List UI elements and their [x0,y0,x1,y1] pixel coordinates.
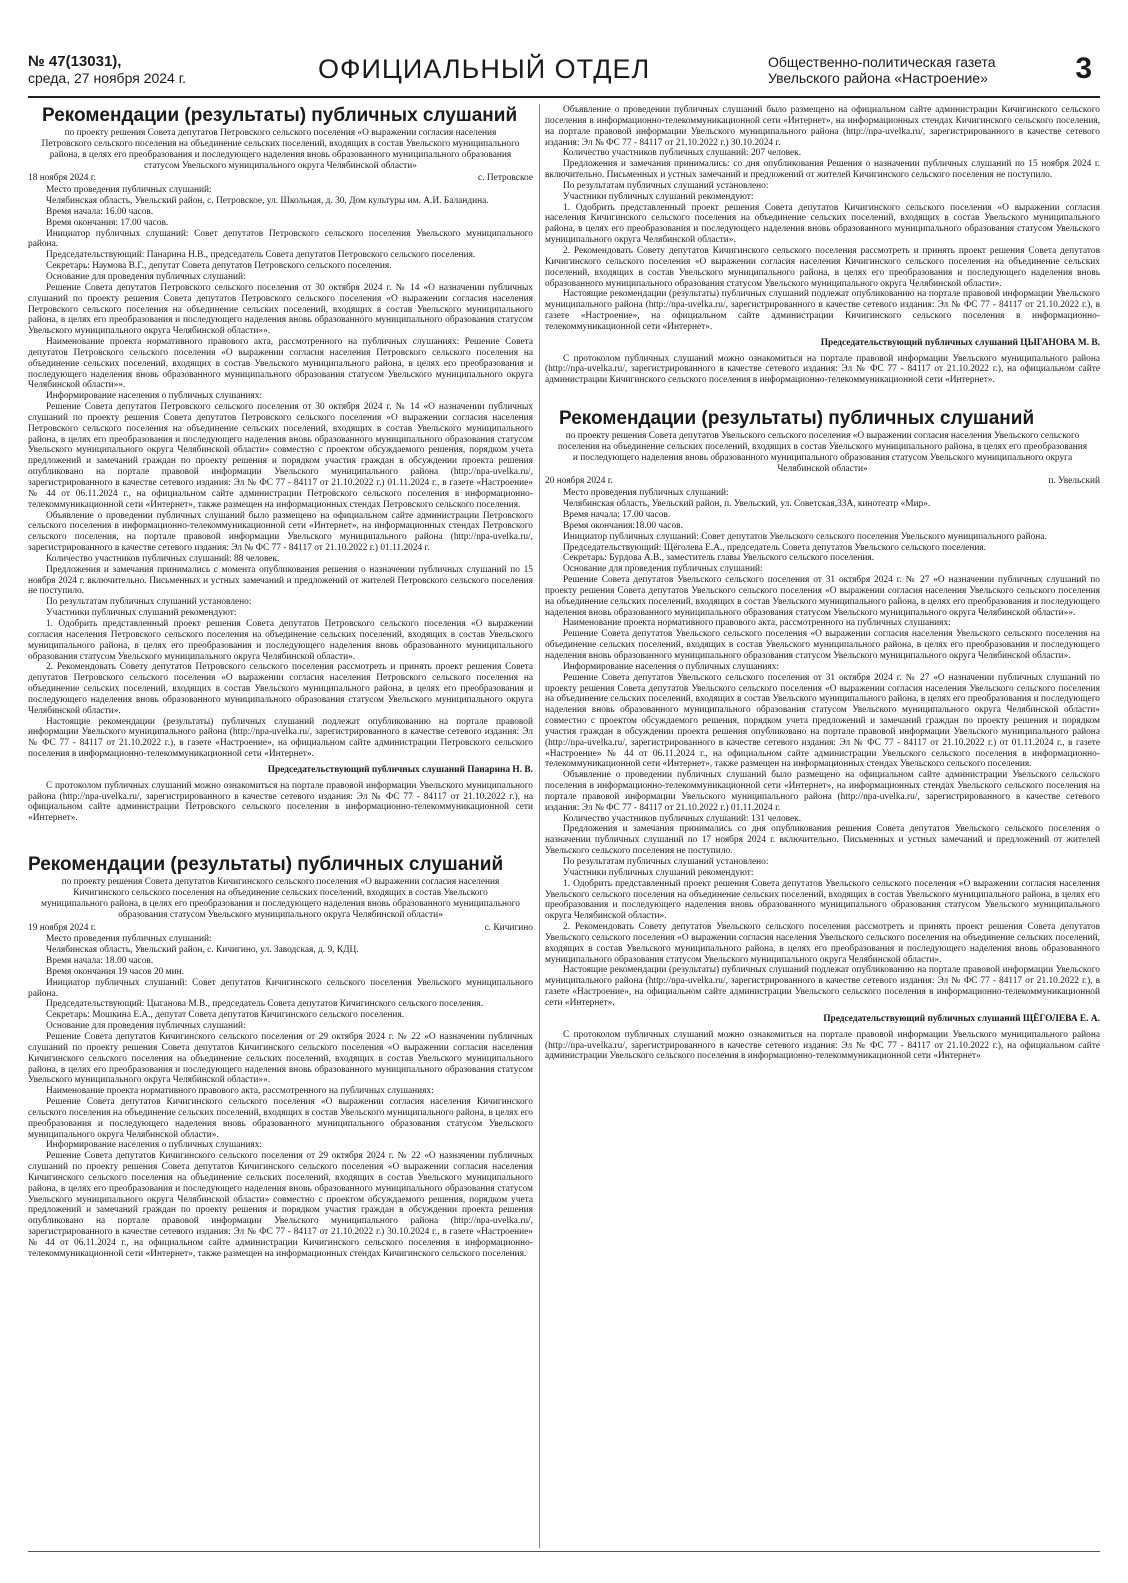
article-signature: Председательствующий публичных слушаний ЩЁГОЛЕВА Е. А. [823,1013,1100,1024]
paragraph: Решение Совета депутатов Увельского сельского поселения от 31 октября 2024 г. № 27 «О назначении публичных слушаний по проекту решения Совета депутатов Увельского сельского поселения «О выражении согласия населения Увельского сельского поселения на объединение сельских поселений, входящих в состав Увельского муниципального района, в целях его преобразования и последующего наделения вновь образованного муниципального образования статусом Увельского муниципального округа Челябинской области»». [545,575,1100,618]
paragraph: Основание для проведения публичных слушаний: [46,1021,246,1032]
paragraph: Инициатор публичных слушаний: Совет депутатов Кичигинского сельского поселения Увельского муниципального района. [28,977,533,999]
paragraph: Количество участников публичных слушаний: 131 человек. [563,813,802,824]
paragraph: Решение Совета депутатов Увельского сельского поселения от 31 октября 2024 г. № 27 «О назначении публичных слушаний по проекту решения Совета депутатов Увельского сельского поселения «О выражении согласия населения Увельского сельского поселения на объединение сельских поселений, входящих в состав Увельского муниципального района, в целях его преобразования и последующего наделения вновь образованного муниципального образования статусом Увельского муниципального округа Челябинской области» совместно с проектом обсуждаемого решения, порядком учета предложений и замечаний граждан по проекту решения и порядком участия граждан в обсуждении проекта решения опубликовано на портале правовой информации Увельского муниципального района (http://npa-uvelka.ru/, зарегистрированного в качестве сетевого издания: Эл № ФС 77 - 84117 от 21.10.2022 г.) от 01.11.2024 г., в газете «Настроение» № 44 от 06.11.2024 г., на официальном сайте администрации Увельского сельского поселения в информационно-телекоммуникационной сети «Интернет», также размещен на информационных стендах Увельского сельского поселения. [545,672,1100,770]
issue-date: среда, 27 ноября 2024 г. [28,70,186,86]
paragraph: Решение Совета депутатов Петровского сельского поселения от 30 октября 2024 г. № 14 «О назначении публичных слушаний по проекту решения Совета депутатов Петровского сельского поселения «О выражении согласия населения Петровского сельского поселения на объединение сельских поселений, входящих в состав Увельского муниципального района, в целях его преобразования и последующего наделения вновь образованного муниципального образования статусом Увельского муниципального округа Челябинской области» совместно с проектом обсуждаемого решения, порядком учета предложений и замечаний граждан по проекту решения и порядком участия граждан в обсуждении проекта решения опубликовано на портале правовой информации Увельского муниципального района (http://npa-uvelka.ru/, зарегистрированного в качестве сетевого издания: Эл № ФС 77 - 84117 от 21.10.2022 г.) 01.11.2024 г., в газете «Настроение» № 44 от 06.11.2024 г., на официальном сайте администрации Петровского сельского поселения в информационно-телекоммуникационной сети «Интернет», также размещен на информационных стендах Петровского сельского поселения. [28,402,533,510]
article-title: Рекомендации (результаты) публичных слушаний [42,105,518,126]
newspaper-name [768,54,996,86]
article-subtitle: по проекту решения Совета депутатов Петровского сельского поселения «О выражении согласия населения Петровского сельского поселения на объединение сельских поселений, входящих в состав Увельского муниципального района, в целях его преобразования и последующего наделения вновь образованного муниципального образования статусом Увельского муниципального округа Челябинской области» [41,128,520,171]
paragraph: Секретарь: Мошкина Е.А., депутат Совета депутатов Кичигинского сельского поселения. [46,1010,405,1021]
paragraph: Предложения и замечания принимались: со дня опубликования Решения о назначении публичных слушаний по 15 ноября 2024 г. включительно. Письменных и устных замечаний и предложений от жителей Кичигинского сельского поселения не поступило. [545,159,1100,181]
paragraph: Председательствующий: Панарина Н.В., председатель Совета депутатов Петровского сельского поселения. [46,250,476,261]
paragraph: Секретарь: Наумова В.Г., депутат Совета депутатов Петровского сельского поселения. [46,261,392,272]
paragraph: Время начала: 17.00 часов. [563,510,671,520]
paragraph: Челябинская область, Увельский район, с. Петровское, ул. Школьная, д. 30, Дом культуры им. А.И. Баландина. [46,196,489,207]
paragraph: Объявление о проведении публичных слушаний было размещено на официальном сайте администрации Кичигинского сельского поселения в информационно-телекоммуникационной сети «Интернет», на информационных стендах Кичигинского сельского поселения, на портале правовой информации Увельского муниципального района (http://npa-uvelka.ru/, зарегистрированного в качестве сетевого издания: Эл № ФС 77 - 84117 от 21.10.2022 г.) 30.10.2024 г. [545,105,1100,148]
footer-rule [28,1551,1100,1552]
paragraph: Решение Совета депутатов Кичигинского сельского поселения от 29 октября 2024 г. № 22 «О назначении публичных слушаний по проекту решения Совета депутатов Кичигинского сельского поселения «О выражении согласия населения Кичигинского сельского поселения на объединение сельских поселений, входящих в состав Увельского муниципального района, в целях его преобразования и последующего наделения вновь образованного муниципального образования статусом Увельского муниципального округа Челябинской области» совместно с проектом обсуждаемого решения, порядком учета предложений и замечаний граждан по проекту решения и порядком участия граждан в обсуждении проекта решения опубликовано на портале правовой информации Увельского муниципального района (http://npa-uvelka.ru/, зарегистрированного в качестве сетевого издания: Эл № ФС 77 - 84117 от 21.10.2022 г.) 30.10.2024 г., в газете «Настроение» № 44 от 06.11.2024 г., на официальном сайте администрации Кичигинского сельского поселения в информационно-телекоммуникационной сети «Интернет», также размещен на информационных стендах Кичигинского сельского поселения. [28,1151,533,1259]
paragraph: Время начала: 16.00 часов. [46,206,154,217]
paragraph: Председательствующий: Щёголева Е.А., председатель Совета депутатов Увельского сельского поселения. [563,542,986,553]
paragraph: 1. Одобрить представленный проект решения Совета депутатов Петровского сельского поселения «О выражении согласия населения Петровского сельского поселения на объединение сельских поселений, входящих в состав Увельского муниципального района, в целях его преобразования и последующего наделения вновь образованного муниципального образования статусом Увельского муниципального округа Челябинской области». [28,618,533,662]
paragraph: Основание для проведения публичных слушаний: [46,271,246,282]
article-title: Рекомендации (результаты) публичных слушаний [28,854,504,876]
paragraph: Участники публичных слушаний рекомендуют: [46,608,237,619]
paragraph: Место проведения публичных слушаний: [563,488,729,499]
paragraph: Объявление о проведении публичных слушаний было размещено на официальном сайте администрации Петровского сельского поселения в информационно-телекоммуникационной сети «Интернет», на информационных стендах Петровского сельского поселения, на портале правовой информации Увельского муниципального района (http://npa-uvelka.ru/, зарегистрированного в качестве сетевого издания: Эл № ФС 77 - 84117 от 21.10.2022 г.) 01.11.2024 г. [28,510,533,554]
paragraph: Решение Совета депутатов Кичигинского сельского поселения «О выражении согласия населения Кичигинского сельского поселения на объединение сельских поселений, входящих в состав Увельского муниципального района, в целях его преобразования и последующего наделения вновь образованного муниципального образования статусом Увельского муниципального округа Челябинской области». [28,1097,533,1140]
paragraph: Количество участников публичных слушаний: 207 человек. [563,148,802,159]
paragraph: Информирование населения о публичных слушаниях: [563,661,780,672]
issue-info [28,54,186,86]
paragraph: Участники публичных слушаний рекомендуют: [563,191,754,202]
paragraph: По результатам публичных слушаний установлено: [46,597,252,608]
paragraph: Челябинская область, Увельский район, с. Кичигино, ул. Заводская, д. 9, КДЦ. [46,945,359,956]
article-dateline [545,476,1100,487]
paragraph: 2. Рекомендовать Совету депутатов Кичигинского сельского поселения рассмотреть и принять проект решения Совета депутатов Кичигинского сельского поселения «О выражении согласия населения Кичигинского сельского поселения на объединение сельских поселений, входящих в состав Увельского муниципального района, в целях его преобразования и последующего наделения вновь образованного муниципального образования статусом Увельского муниципального округа Челябинской области». [545,245,1100,289]
article-dateline [28,173,533,184]
paragraph: Место проведения публичных слушаний: [46,185,212,196]
paragraph: Предложения и замечания принимались с момента опубликования решения о назначении публичных слушаний по 15 ноября 2024 г. включительно. Письменных и устных замечаний и предложений от жителей Петровского сельского поселения не поступило. [28,564,533,597]
article-spacer [28,824,533,854]
paragraph: 1. Одобрить представленный проект решения Совета депутатов Кичигинского сельского поселения «О выражении согласия населения Кичигинского сельского поселения на объединение сельских поселений, входящих в состав Увельского муниципального района, в целях его преобразования и последующего наделения вновь образованного муниципального образования статусом Увельского муниципального округа Челябинской области». [545,202,1100,246]
paragraph: Решение Совета депутатов Кичигинского сельского поселения от 29 октября 2024 г. № 22 «О назначении публичных слушаний по проекту решения Совета депутатов Кичигинского сельского поселения «О выражении согласия населения Кичигинского сельского поселения на объединение сельских поселений, входящих в состав Увельского муниципального района, в целях его преобразования и последующего наделения вновь образованного муниципального образования статусом Увельского муниципального округа Челябинской области»». [28,1031,533,1086]
article-dateline [28,923,533,934]
paragraph: Секретарь: Бурдова А.В., заместитель главы Увельского сельского поселения. [563,553,875,564]
paragraph: Время окончания: 17.00 часов. [46,217,169,228]
paragraph: Настоящие рекомендации (результаты) публичных слушаний подлежат опубликованию на портале правовой информации Увельского муниципального района (http://npa-uvelka.ru/, зарегистрированного в качестве сетевого издания: Эл № ФС 77 - 84117 от 21.10.2022 г.), в газете «Настроение», на официальном сайте администрации Кичигинского сельского поселения в информационно-телекоммуникационной сети «Интернет». [545,289,1100,332]
paragraph: Настоящие рекомендации (результаты) публичных слушаний подлежат опубликованию на портале правовой информации Увельского муниципального района (http://npa-uvelka.ru/, зарегистрированного в качестве сетевого издания: Эл № ФС 77 - 84117 от 21.10.2022 г.), в газете «Настроение», на официальном сайте администрации Увельского сельского поселения в информационно-телекоммуникационной сети «Интернет». [545,965,1100,1008]
paragraph: 1. Одобрить представленный проект решения Совета депутатов Увельского сельского поселения «О выражении согласия населения Увельского сельского поселения на объединение сельских поселений, входящих в состав Увельского муниципального района, в целях его преобразования и последующего наделения вновь образованного муниципального образования статусом Увельского муниципального округа Челябинской области». [545,878,1100,922]
issue-number: № 47(13031), [28,53,122,70]
article-subtitle: по проекту решения Совета депутатов Кичигинского сельского поселения «О выражении согласия населения Кичигинского сельского поселения на объединение сельских поселений, входящих в состав Увельского муниципального района, в целях его преобразования и последующего наделения вновь образованного муниципального образования статусом Увельского муниципального округа Челябинской области» [41,877,520,920]
article-uvelsky [545,408,1100,1062]
article-date: 19 ноября 2024 г. [28,922,96,933]
paragraph: Решение Совета депутатов Петровского сельского поселения от 30 октября 2024 г. № 14 «О назначении публичных слушаний по проекту решения Совета депутатов Петровского сельского поселения «О выражении согласия населения Петровского сельского поселения на объединение сельских поселений, входящих в состав Увельского муниципального района, в целях его преобразования и последующего наделения вновь образованного муниципального образования статусом Увельского муниципального округа Челябинской области»». [28,282,533,337]
article-date: 20 ноября 2024 г. [545,476,613,487]
paragraph: Место проведения публичных слушаний: [46,934,212,945]
newspaper-name-line2: Увельского района «Настроение» [768,70,988,86]
paragraph: Информирование населения о публичных слушаниях: [46,1140,263,1151]
article-subtitle: по проекту решения Совета депутатов Увельского сельского поселения «О выражении согласия населения Увельского сельского поселения на объединение сельских поселений, входящих в состав Увельского муниципального района, в целях его преобразования и последующего наделения вновь образованного муниципального образования статусом Увельского муниципального округа Челябинской области» [557,431,1088,474]
article-place: п. Увельский [1048,476,1100,487]
article-title: Рекомендации (результаты) публичных слушаний [559,408,1035,430]
paragraph: Участники публичных слушаний рекомендуют: [563,867,754,878]
paragraph: Информирование населения о публичных слушаниях: [46,391,263,402]
paragraph: Инициатор публичных слушаний: Совет депутатов Увельского сельского поселения Увельского муниципального района. [563,531,1047,542]
paragraph: Предложения и замечания принимались со дня опубликования решения Совета депутатов Увельского сельского поселения о назначении публичных слушаний по 17 ноября 2024 г. включительно. Письменных и устных замечаний и предложений от жителей Увельского сельского поселения не поступило. [545,824,1100,857]
newspaper-name-line1: Общественно-политическая газета [768,54,996,70]
article-signature: Председательствующий публичных слушаний Панарина Н. В. [267,764,533,775]
column-divider [539,104,540,1548]
paragraph: Основание для проведения публичных слушаний: [563,564,763,575]
article-spacer [545,386,1100,408]
paragraph: Объявление о проведении публичных слушаний было размещено на официальном сайте администрации Увельского сельского поселения в информационно-телекоммуникационной сети «Интернет», на информационных стендах Увельского сельского поселения на портале правовой информации Увельского муниципального района (http://npa-uvelka.ru/, зарегистрированного в качестве сетевого издания: Эл № ФС 77 - 84117 от 21.10.2022 г.) 01.11.2024 г. [545,770,1100,813]
page-number: 3 [1075,52,1092,85]
paragraph: Время начала: 18.00 часов. [46,956,154,967]
right-column [545,105,1100,1548]
section-title: ОФИЦИАЛЬНЫЙ ОТДЕЛ [318,54,651,84]
paragraph: Настоящие рекомендации (результаты) публичных слушаний подлежат опубликованию на портале правовой информации Увельского муниципального района (http://npa-uvelka.ru/, зарегистрированного в качестве сетевого издания: Эл № ФС 77 - 84117 от 21.10.2022 г.), в газете «Настроение», на официальном сайте администрации Петровского сельского поселения в информационно-телекоммуникационной сети «Интернет». [28,716,533,760]
article-place: с. Петровское [478,173,533,184]
article-petrovskoe [28,105,533,824]
page-header [28,52,1100,98]
paragraph: Наименование проекта нормативного правового акта, рассмотренного на публичных слушаниях: [46,1086,434,1097]
left-column [28,105,533,1548]
article-protocol: С протоколом публичных слушаний можно ознакомиться на портале правовой информации Увельского муниципального района (http://npa-uvelka.ru/, зарегистрированного в качестве сетевого издания: Эл № ФС 77 - 84117 от 21.10.2022 г.), на официальном сайте администрации Петровского сельского поселения в информационно-телекоммуникационной сети «Интернет». [28,780,533,824]
paragraph: Решение Совета депутатов Увельского сельского поселения «О выражении согласия населения Увельского сельского поселения на объединение сельских поселений, входящих в состав Увельского муниципального района, в целях его преобразования и последующего наделения вновь образованного муниципального образования статусом Увельского муниципального округа Челябинской области». [545,629,1100,661]
paragraph: Челябинская область, Увельский район, п. Увельский, ул. Советская,33А, кинотеатр «Мир». [563,499,931,510]
article-protocol: С протоколом публичных слушаний можно ознакомиться на портале правовой информации Увельского муниципального района (http://npa-uvelka.ru/, зарегистрированного в качестве сетевого издания: Эл № ФС 77 - 84117 от 21.10.2022 г.), на официальном сайте администрации Кичигинского сельского поселения в информационно-телекоммуникационной сети «Интернет». [545,353,1100,386]
paragraph: Председательствующий: Цыганова М.В., председатель Совета депутатов Кичигинского сельского поселения. [46,999,484,1010]
paragraph: 2. Рекомендовать Совету депутатов Увельского сельского поселения рассмотреть и принять проект решения Совета депутатов Увельского сельского поселения «О выражении согласия населения Увельского сельского поселения на объединение сельских поселений, входящих в состав Увельского муниципального района, в целях его преобразования и последующего наделения вновь образованного муниципального образования статусом Увельского муниципального округа Челябинской области». [545,922,1100,965]
paragraph: Количество участников публичных слушаний: 88 человек. [46,553,280,564]
paragraph: Наименование проекта нормативного правового акта, рассмотренного на публичных слушаниях: [563,618,951,629]
paragraph: Инициатор публичных слушаний: Совет депутатов Петровского сельского поселения Увельского муниципального района. [28,228,533,250]
article-protocol: С протоколом публичных слушаний можно ознакомиться на портале правовой информации Увельского муниципального района (http://npa-uvelka.ru/, зарегистрированного в качестве сетевого издания: Эл № ФС 77 - 84117 от 21.10.2022 г.), на официальном сайте администрации Увельского сельского поселения в информационно-телекоммуникационной сети «Интернет» [545,1029,1100,1062]
article-place: с. Кичигино [484,922,533,933]
article-signature: Председательствующий публичных слушаний ЦЫГАНОВА М. В. [820,337,1100,348]
paragraph: Наименование проекта нормативного правового акта, рассмотренного на публичных слушаниях: Решение Совета депутатов Петровского сельского поселения «О выражении согласия населения Петровского сельского поселения на объединение сельских поселений, входящих в состав Увельского муниципального района, в целях его преобразования и последующего наделения вновь образованного муниципального образования статусом Увельского муниципального округа Челябинской области»». [28,337,533,391]
paragraph: По результатам публичных слушаний установлено: [563,180,769,191]
article-kichigino [28,854,533,1260]
paragraph: Время окончания:18.00 часов. [563,520,683,531]
paragraph: 2. Рекомендовать Совету депутатов Петровского сельского поселения рассмотреть и принять проект решения Совета депутатов Петровского сельского поселения «О выражении согласия населения Петровского сельского поселения на объединение сельских поселений, входящих в состав Увельского муниципального района, в целях его преобразования и последующего наделения вновь образованного муниципального образования статусом Увельского муниципального округа Челябинской области». [28,662,533,716]
article-kichigino-continued [545,105,1100,386]
article-date: 18 ноября 2024 г. [28,173,96,184]
paragraph: По результатам публичных слушаний установлено: [563,857,769,867]
paragraph: Время окончания 19 часов 20 мин. [46,966,184,977]
